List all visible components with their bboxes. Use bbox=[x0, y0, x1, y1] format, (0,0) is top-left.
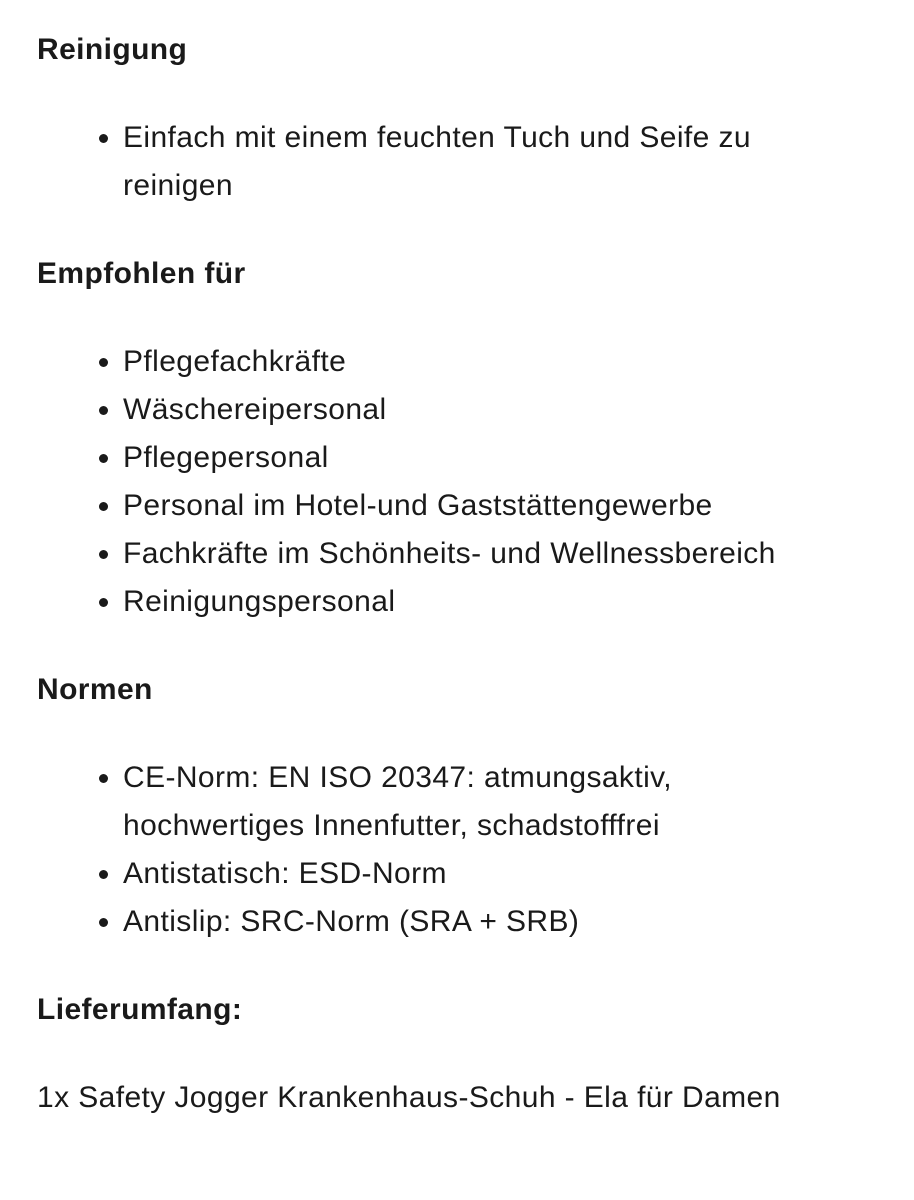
section-heading-empfohlen-fuer: Empfohlen für bbox=[37, 257, 246, 290]
list-item: • Pflegefachkräfte bbox=[123, 338, 877, 386]
list-item: • Wäschereipersonal bbox=[123, 386, 877, 434]
list-item: • Reinigungspersonal bbox=[123, 578, 877, 626]
section-heading-lieferumfang: Lieferumfang: bbox=[37, 993, 243, 1026]
empfohlen-bullet-list bbox=[37, 338, 877, 626]
list-item: • Pflegepersonal bbox=[123, 434, 877, 482]
list-item: • CE-Norm: EN ISO 20347: atmungsaktiv, hochwertiges Innenfutter, schadstofffrei bbox=[123, 754, 813, 850]
reinigung-bullet-list bbox=[37, 114, 877, 210]
list-item: • Antislip: SRC-Norm (SRA + SRB) bbox=[123, 898, 877, 946]
list-item: • Antistatisch: ESD-Norm bbox=[123, 850, 877, 898]
delivery-contents-text: 1x Safety Jogger Krankenhaus-Schuh - Ela für Damen bbox=[37, 1081, 781, 1114]
list-item: • Einfach mit einem feuchten Tuch und Seife zu reinigen bbox=[123, 114, 813, 210]
list-item: • Personal im Hotel-und Gaststättengewerbe bbox=[123, 482, 877, 530]
product-description bbox=[37, 26, 877, 1122]
normen-bullet-list bbox=[37, 754, 877, 946]
section-heading-reinigung: Reinigung bbox=[37, 33, 188, 66]
list-item: • Fachkräfte im Schönheits- und Wellnessbereich bbox=[123, 530, 877, 578]
section-heading-normen: Normen bbox=[37, 673, 153, 706]
